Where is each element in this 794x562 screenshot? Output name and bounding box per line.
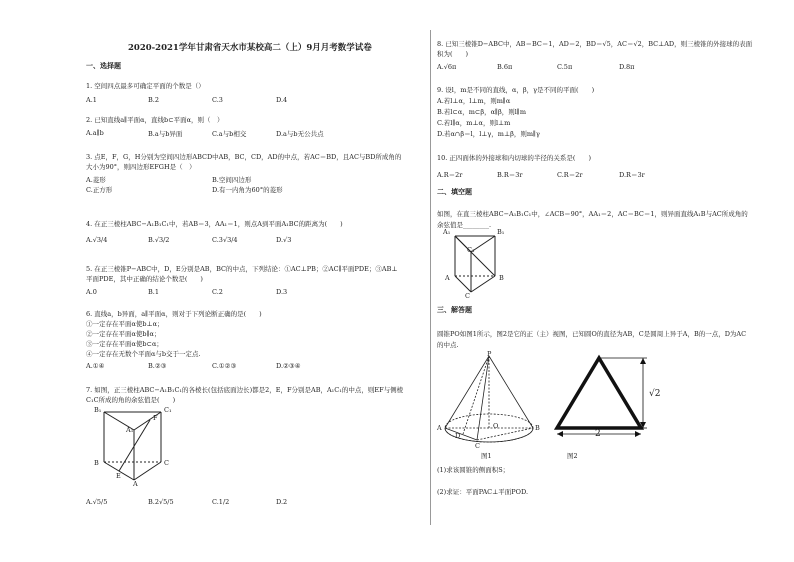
q12-line2: 的中点. <box>437 341 459 349</box>
q10-opt-b: B.R＝3r <box>497 171 523 179</box>
q2-opt-d: D.a与b无公共点 <box>276 130 324 138</box>
section-fill: 二、填空题 <box>437 187 472 196</box>
section-solve: 三、解答题 <box>437 305 472 314</box>
q7-opt-c: C.1/2 <box>212 498 230 506</box>
q5-line1: 5. 在正三棱锥P−ABC中，D，E分别是AB，BC的中点，下列结论：①AC⊥PB；②AC∥平面PDE；③AB⊥ <box>86 265 398 273</box>
label-C: C <box>164 459 169 467</box>
q9-opt-d: D.若α∩β＝l，l⊥γ，m⊥β，则m∥γ <box>437 130 540 138</box>
label-A: A <box>133 480 138 488</box>
q11-label-C: C <box>465 292 470 300</box>
q6-opt-c: C.①②③ <box>212 362 237 370</box>
q9-opt-c: C.若l∥α，m⊥α，则l⊥m <box>437 119 511 127</box>
q3-opt-b: B.空间四边形 <box>212 176 252 184</box>
q8-opt-b: B.6π <box>497 63 513 71</box>
label-B1: B₁ <box>94 406 102 414</box>
q2-opt-c: C.a与b相交 <box>212 130 247 138</box>
q6-item-2: ②一定存在平面α使b∥α； <box>86 330 161 338</box>
q1-opt-b: B.2 <box>148 96 159 104</box>
q7-opt-a: A.√5/5 <box>86 498 108 506</box>
q2-stem: 2. 已知直线a∥平面α，直线b⊂平面α，则（ ） <box>86 116 224 124</box>
dim-width: 2 <box>595 429 601 439</box>
q1-opt-a: A.1 <box>86 96 97 104</box>
fig1-caption: 图1 <box>481 452 492 460</box>
q4-opt-d: D.√3 <box>276 236 292 244</box>
cone-label-P: P <box>487 350 492 358</box>
q1-opt-c: C.3 <box>212 96 223 104</box>
q11-line1: 如图，在直三棱柱ABC−A₁B₁C₁中，∠ACB＝90°，AA₁＝2，AC＝BC＝1，则异面直线A₁B与AC所成角的 <box>437 210 748 218</box>
q2-opt-b: B.a与b异面 <box>148 130 183 138</box>
dim-height: √2 <box>649 389 661 399</box>
label-E: E <box>116 472 121 480</box>
q6-opt-b: B.②③ <box>148 362 167 370</box>
q6-item-1: ①一定存在平面α使b⊥α； <box>86 320 164 328</box>
q11-label-A: A <box>445 274 450 282</box>
q5-opt-c: C.2 <box>212 288 223 296</box>
q3-opt-c: C.正方形 <box>86 186 113 194</box>
q5-opt-b: B.1 <box>148 288 159 296</box>
q8-opt-c: C.5π <box>557 63 573 71</box>
left-column <box>80 0 420 562</box>
q4-stem: 4. 在正三棱柱ABC−A₁B₁C₁中，若AB＝3，AA₁＝1，则点A到平面A₁BC的距离为( ) <box>86 220 343 228</box>
q7-line1: 7. 如图，正三棱柱ABC−A₁B₁C₁的各棱长(包括底面边长)都是2，E，F分别是AB，A₁C₁的中点，则EF与侧棱 <box>86 386 404 394</box>
q8-line1: 8. 已知三棱锥D−ABC中，AB＝BC＝1，AD＝2，BD＝√5，AC＝√2，BC⊥AD，则三棱锥的外接球的表面 <box>437 40 753 48</box>
q11-label-B: B <box>499 274 504 282</box>
q9-opt-b: B.若l⊂α，m⊂β，α∥β，则l∥m <box>437 108 527 116</box>
q12-part2: (2)求证：平面PAC⊥平面POD. <box>437 488 529 496</box>
cone-label-O: O <box>493 422 499 430</box>
section-choice: 一、选择题 <box>86 61 121 70</box>
prism-figure-q7 <box>86 404 196 486</box>
q4-opt-b: B.√3/2 <box>148 236 170 244</box>
q7-line2: C₁C所成的角的余弦值是( ) <box>86 396 176 404</box>
label-F: F <box>153 414 158 422</box>
q2-opt-a: A.a∥b <box>86 129 104 137</box>
q5-opt-d: D.3 <box>276 288 288 296</box>
fig2-caption: 图2 <box>567 452 578 460</box>
q7-opt-d: D.2 <box>276 498 288 506</box>
q6-item-4: ④一定存在无数个平面α与b交于一定点. <box>86 350 201 358</box>
right-column <box>437 0 777 562</box>
q10-opt-c: C.R＝2r <box>557 171 583 179</box>
q9-stem: 9. 设l，m是不同的直线，α，β，γ是不同的平面( ) <box>437 86 595 94</box>
q10-opt-a: A.R＝2r <box>437 171 463 179</box>
q3-line2: 大小为90°，则四边形EFGH是（ ） <box>86 163 196 171</box>
q4-opt-a: A.√3/4 <box>86 236 108 244</box>
q4-opt-c: C.3√3/4 <box>212 236 238 244</box>
q12-line1: 圆锥PO如图1所示，图2是它的正（主）视图，已知圆O的直径为AB，C是圆周上异于A，B的一点，D为AC <box>437 330 747 338</box>
label-A1: A₁ <box>126 426 134 434</box>
label-C1: C₁ <box>164 406 172 414</box>
column-divider <box>430 30 431 525</box>
q11-label-B1: B₁ <box>497 228 505 236</box>
q6-opt-a: A.①④ <box>86 362 105 370</box>
q5-opt-a: A.0 <box>86 288 97 296</box>
page-title: 2020-2021学年甘肃省天水市某校高二（上）9月月考数学试卷 <box>128 43 372 53</box>
cone-label-B: B <box>535 424 540 432</box>
q9-opt-a: A.若l⊥α，l⊥m，则m∥α <box>437 97 511 105</box>
label-B: B <box>94 459 99 467</box>
q12-part1: (1)求该圆锥的侧面积S； <box>437 466 510 474</box>
q6-stem: 6. 直线a，b异面，a∥平面α，则对于下列论断正确的是( ) <box>86 310 262 318</box>
prism-figure-q11 <box>447 230 517 300</box>
q3-line1: 3. 点E，F，G，H分别为空间四边形ABCD中AB，BC，CD，AD的中点，若AC＝BD，且AC与BD所成角的 <box>86 153 402 161</box>
cone-label-D: D <box>455 432 461 440</box>
q10-stem: 10. 正四面体的外接球和内切球的半径的关系是( ) <box>437 154 591 162</box>
q8-opt-d: D.8π <box>619 63 635 71</box>
q10-opt-d: D.R＝3r <box>619 171 645 179</box>
q6-item-3: ③一定存在平面α使b⊂α； <box>86 340 163 348</box>
q11-line2: 余弦值是________. <box>437 221 492 229</box>
q1-stem: 1. 空间四点最多可确定平面的个数是（） <box>86 82 205 90</box>
q8-opt-a: A.√6π <box>437 63 457 71</box>
q7-opt-b: B.2√5/5 <box>148 498 174 506</box>
q11-label-A1: A₁ <box>443 228 451 236</box>
q1-opt-d: D.4 <box>276 96 288 104</box>
cone-label-A: A <box>437 424 442 432</box>
q6-opt-d: D.②③④ <box>276 362 301 370</box>
q5-line2: 平面PDE，其中正确的结论个数是( ) <box>86 275 203 283</box>
q3-opt-a: A.菱形 <box>86 176 106 184</box>
cone-label-C: C <box>475 442 480 450</box>
q3-opt-d: D.有一内角为60°的菱形 <box>212 186 283 194</box>
q11-label-C1: C₁ <box>467 246 475 254</box>
q8-line2: 积为( ) <box>437 50 469 58</box>
